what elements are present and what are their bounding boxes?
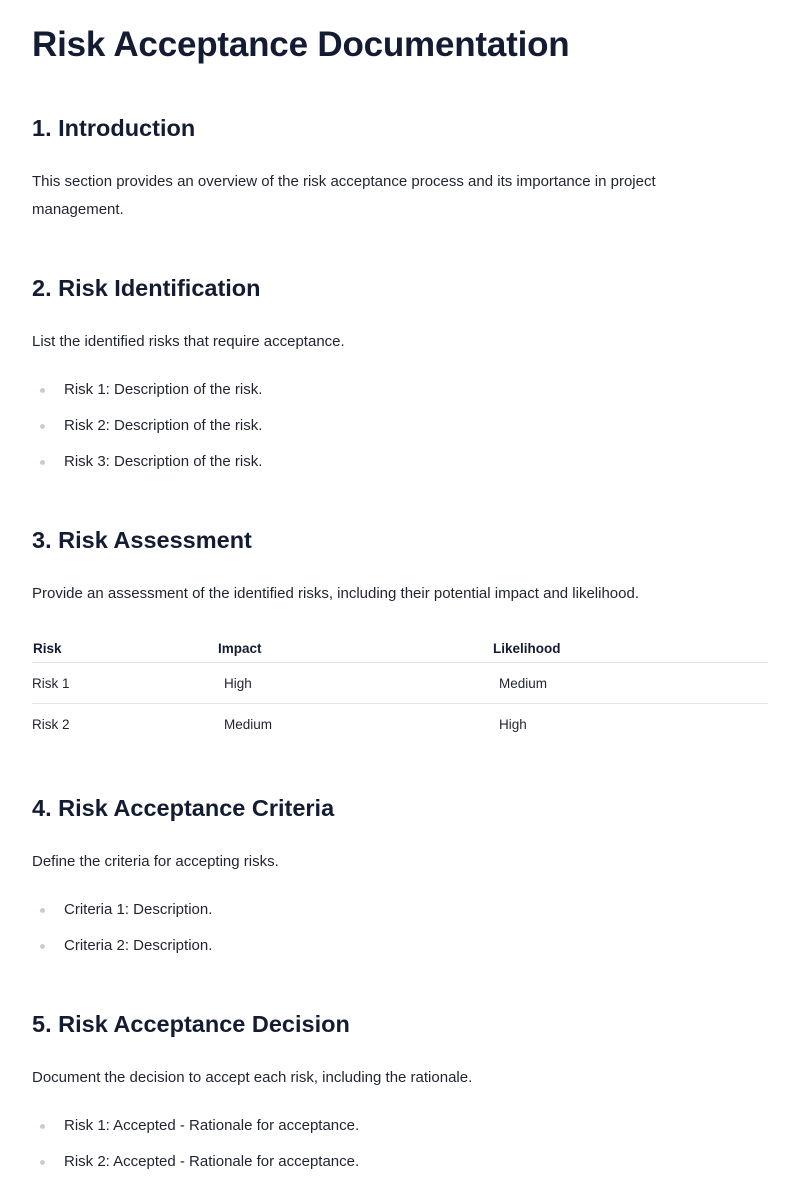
- list-item: [32, 1112, 359, 1148]
- list-item: [32, 412, 262, 448]
- bullet-icon: [40, 908, 45, 913]
- section-text-risk-assessment: Provide an assessment of the identified risks, including their potential impact and likelihood.: [32, 585, 640, 602]
- column-header-impact: Impact: [217, 634, 492, 663]
- risk-assessment-table: [32, 634, 768, 744]
- list-item: [32, 376, 262, 412]
- bullet-icon: [40, 388, 45, 393]
- table-cell-impact: High: [217, 663, 492, 704]
- acceptance-criteria-list: [32, 896, 212, 968]
- table-cell-impact: Medium: [224, 716, 273, 732]
- list-item: [32, 448, 262, 484]
- column-header-likelihood: Likelihood: [492, 634, 768, 663]
- section-text-risk-acceptance-decision: Document the decision to accept each risk, including the rationale.: [32, 1069, 473, 1086]
- risk-identification-list: [32, 376, 262, 484]
- table-row: [32, 663, 768, 704]
- bullet-icon: [40, 944, 45, 949]
- section-heading-introduction: 1. Introduction: [32, 115, 196, 141]
- section-text-risk-identification: List the identified risks that require acceptance.: [32, 333, 345, 350]
- bullet-icon: [40, 1160, 45, 1165]
- list-item: [32, 1148, 359, 1184]
- bullet-icon: [40, 460, 45, 465]
- bullet-icon: [40, 424, 45, 429]
- list-item-text: Risk 2: Accepted - Rationale for acceptance.: [64, 1153, 360, 1170]
- section-text-introduction: This section provides an overview of the risk acceptance process and its importance in project management.: [32, 173, 656, 218]
- column-header-risk: Risk: [32, 634, 217, 663]
- list-item-text: Risk 1: Accepted - Rationale for acceptance.: [64, 1117, 360, 1134]
- list-item: [32, 932, 212, 968]
- table-cell-likelihood: High: [499, 716, 527, 732]
- section-heading-risk-acceptance-criteria: 4. Risk Acceptance Criteria: [32, 795, 335, 821]
- section-text-risk-acceptance-criteria: Define the criteria for accepting risks.: [32, 853, 279, 870]
- list-item-text: Criteria 1: Description.: [64, 901, 213, 918]
- table-header-row: [32, 634, 768, 663]
- list-item-text: Risk 3: Description of the risk.: [64, 453, 263, 470]
- section-heading-risk-assessment: 3. Risk Assessment: [32, 527, 252, 553]
- list-item: [32, 896, 212, 932]
- bullet-icon: [40, 1124, 45, 1129]
- page-title: Risk Acceptance Documentation: [32, 25, 570, 64]
- table-cell-likelihood: Medium: [492, 663, 768, 704]
- list-item-text: Criteria 2: Description.: [64, 937, 213, 954]
- list-item-text: Risk 1: Description of the risk.: [64, 381, 263, 398]
- section-heading-risk-identification: 2. Risk Identification: [32, 275, 261, 301]
- section-heading-risk-acceptance-decision: 5. Risk Acceptance Decision: [32, 1011, 350, 1037]
- table-cell-risk: Risk 1: [32, 663, 217, 704]
- acceptance-decision-list: [32, 1112, 359, 1184]
- table-row: [32, 704, 768, 745]
- list-item-text: Risk 2: Description of the risk.: [64, 417, 263, 434]
- table-cell-risk: Risk 2: [32, 716, 70, 732]
